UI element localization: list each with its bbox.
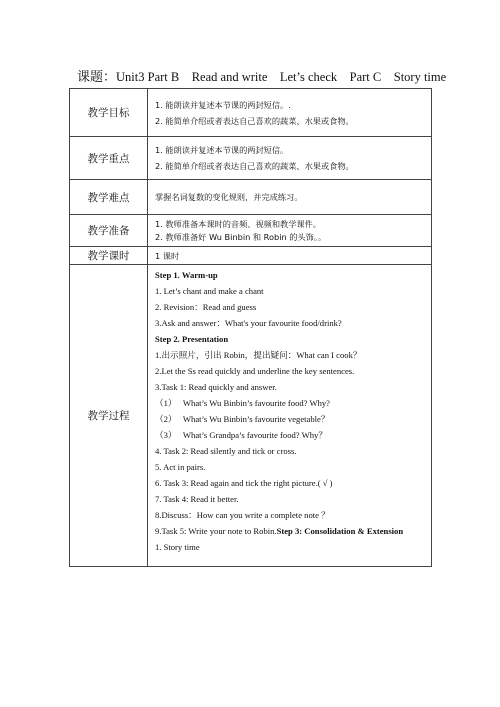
row-label-process: 教学过程 — [70, 265, 148, 567]
row-content-preparation — [148, 215, 432, 247]
title-text: Unit3 Part B Read and write Let’s check Part C Story time — [116, 70, 447, 84]
list-item: （1） What’s Wu Binbin’s favourite food? Why? — [155, 398, 331, 408]
list-item: 5. Act in pairs. — [155, 462, 206, 472]
list-item: （2） What’s Wu Binbin’s favourite vegetable？ — [155, 414, 330, 424]
row-content-objectives — [148, 89, 432, 137]
list-item: 1. 能朗读并复述本节课的两封短信。. — [155, 99, 291, 110]
list-item: 3.Ask and answer：What's your favourite food/drink? — [155, 318, 342, 328]
list-item: 1. Story time — [155, 542, 200, 552]
list-item: 2. 教师准备好 Wu Binbin 和 Robin 的头饰。。 — [155, 231, 327, 242]
list-item: 2. 能简单介绍或者表达自己喜欢的蔬菜、水果或食物。 — [155, 161, 354, 171]
list-item: 2.Let the Ss read quickly and underline the key sentences. — [155, 366, 355, 376]
lesson-title — [77, 66, 446, 85]
list-item: 4. Task 2: Read silently and tick or cross. — [155, 446, 297, 456]
list-item: 2. 能简单介绍或者表达自己喜欢的蔬菜、水果或食物。 — [155, 115, 354, 126]
list-item: 7. Task 4: Read it better. — [155, 494, 239, 504]
list-item: 1. 教师准备本课时的音频、视频和教学课件。 — [155, 218, 321, 229]
row-label-preparation: 教学准备 — [70, 215, 148, 247]
step-heading: Step 3: Consolidation & Extension — [276, 526, 404, 536]
row-content-process — [148, 265, 432, 567]
table-row — [70, 215, 432, 247]
list-item: 6. Task 3: Read again and tick the right picture.( √ ) — [155, 478, 333, 488]
list-item: 3.Task 1: Read quickly and answer. — [155, 382, 277, 392]
title-prefix: 课题： — [77, 69, 117, 84]
list-item: 掌握名词复数的变化规则，并完成练习。 — [155, 192, 303, 202]
list-item: 1. 能朗读并复述本节课的两封短信。 — [155, 145, 289, 155]
table-row — [70, 180, 432, 215]
lesson-plan-table — [69, 88, 432, 567]
table-row — [70, 137, 432, 180]
table-row — [70, 265, 432, 567]
row-label-key-points: 教学重点 — [70, 137, 148, 180]
row-content-difficulties — [148, 180, 432, 215]
list-item: 9.Task 5: Write your note to Robin.Step 3: Consolidation & Extension — [155, 526, 404, 536]
row-label-hours: 教学课时 — [70, 247, 148, 265]
table-row — [70, 89, 432, 137]
step-heading: Step 2. Presentation — [155, 334, 229, 344]
row-content-key-points — [148, 137, 432, 180]
row-label-difficulties: 教学难点 — [70, 180, 148, 215]
list-item: 8.Discuss：How can you write a complete note ？ — [155, 510, 330, 520]
table-row — [70, 247, 432, 265]
list-item: 1.出示照片，引出 Robin，提出疑问：What can I cook？ — [155, 350, 362, 360]
row-label-objectives: 教学目标 — [70, 89, 148, 137]
list-item: 2. Revision：Read and guess — [155, 302, 257, 312]
step-heading: Step 1. Warm-up — [155, 270, 218, 280]
list-item: （3） What’s Grandpa’s favourite food? Why？ — [155, 430, 327, 440]
row-content-hours — [148, 247, 432, 265]
list-item: 1. Let’s chant and make a chant — [155, 286, 264, 296]
list-item: 1 课时 — [155, 250, 180, 261]
